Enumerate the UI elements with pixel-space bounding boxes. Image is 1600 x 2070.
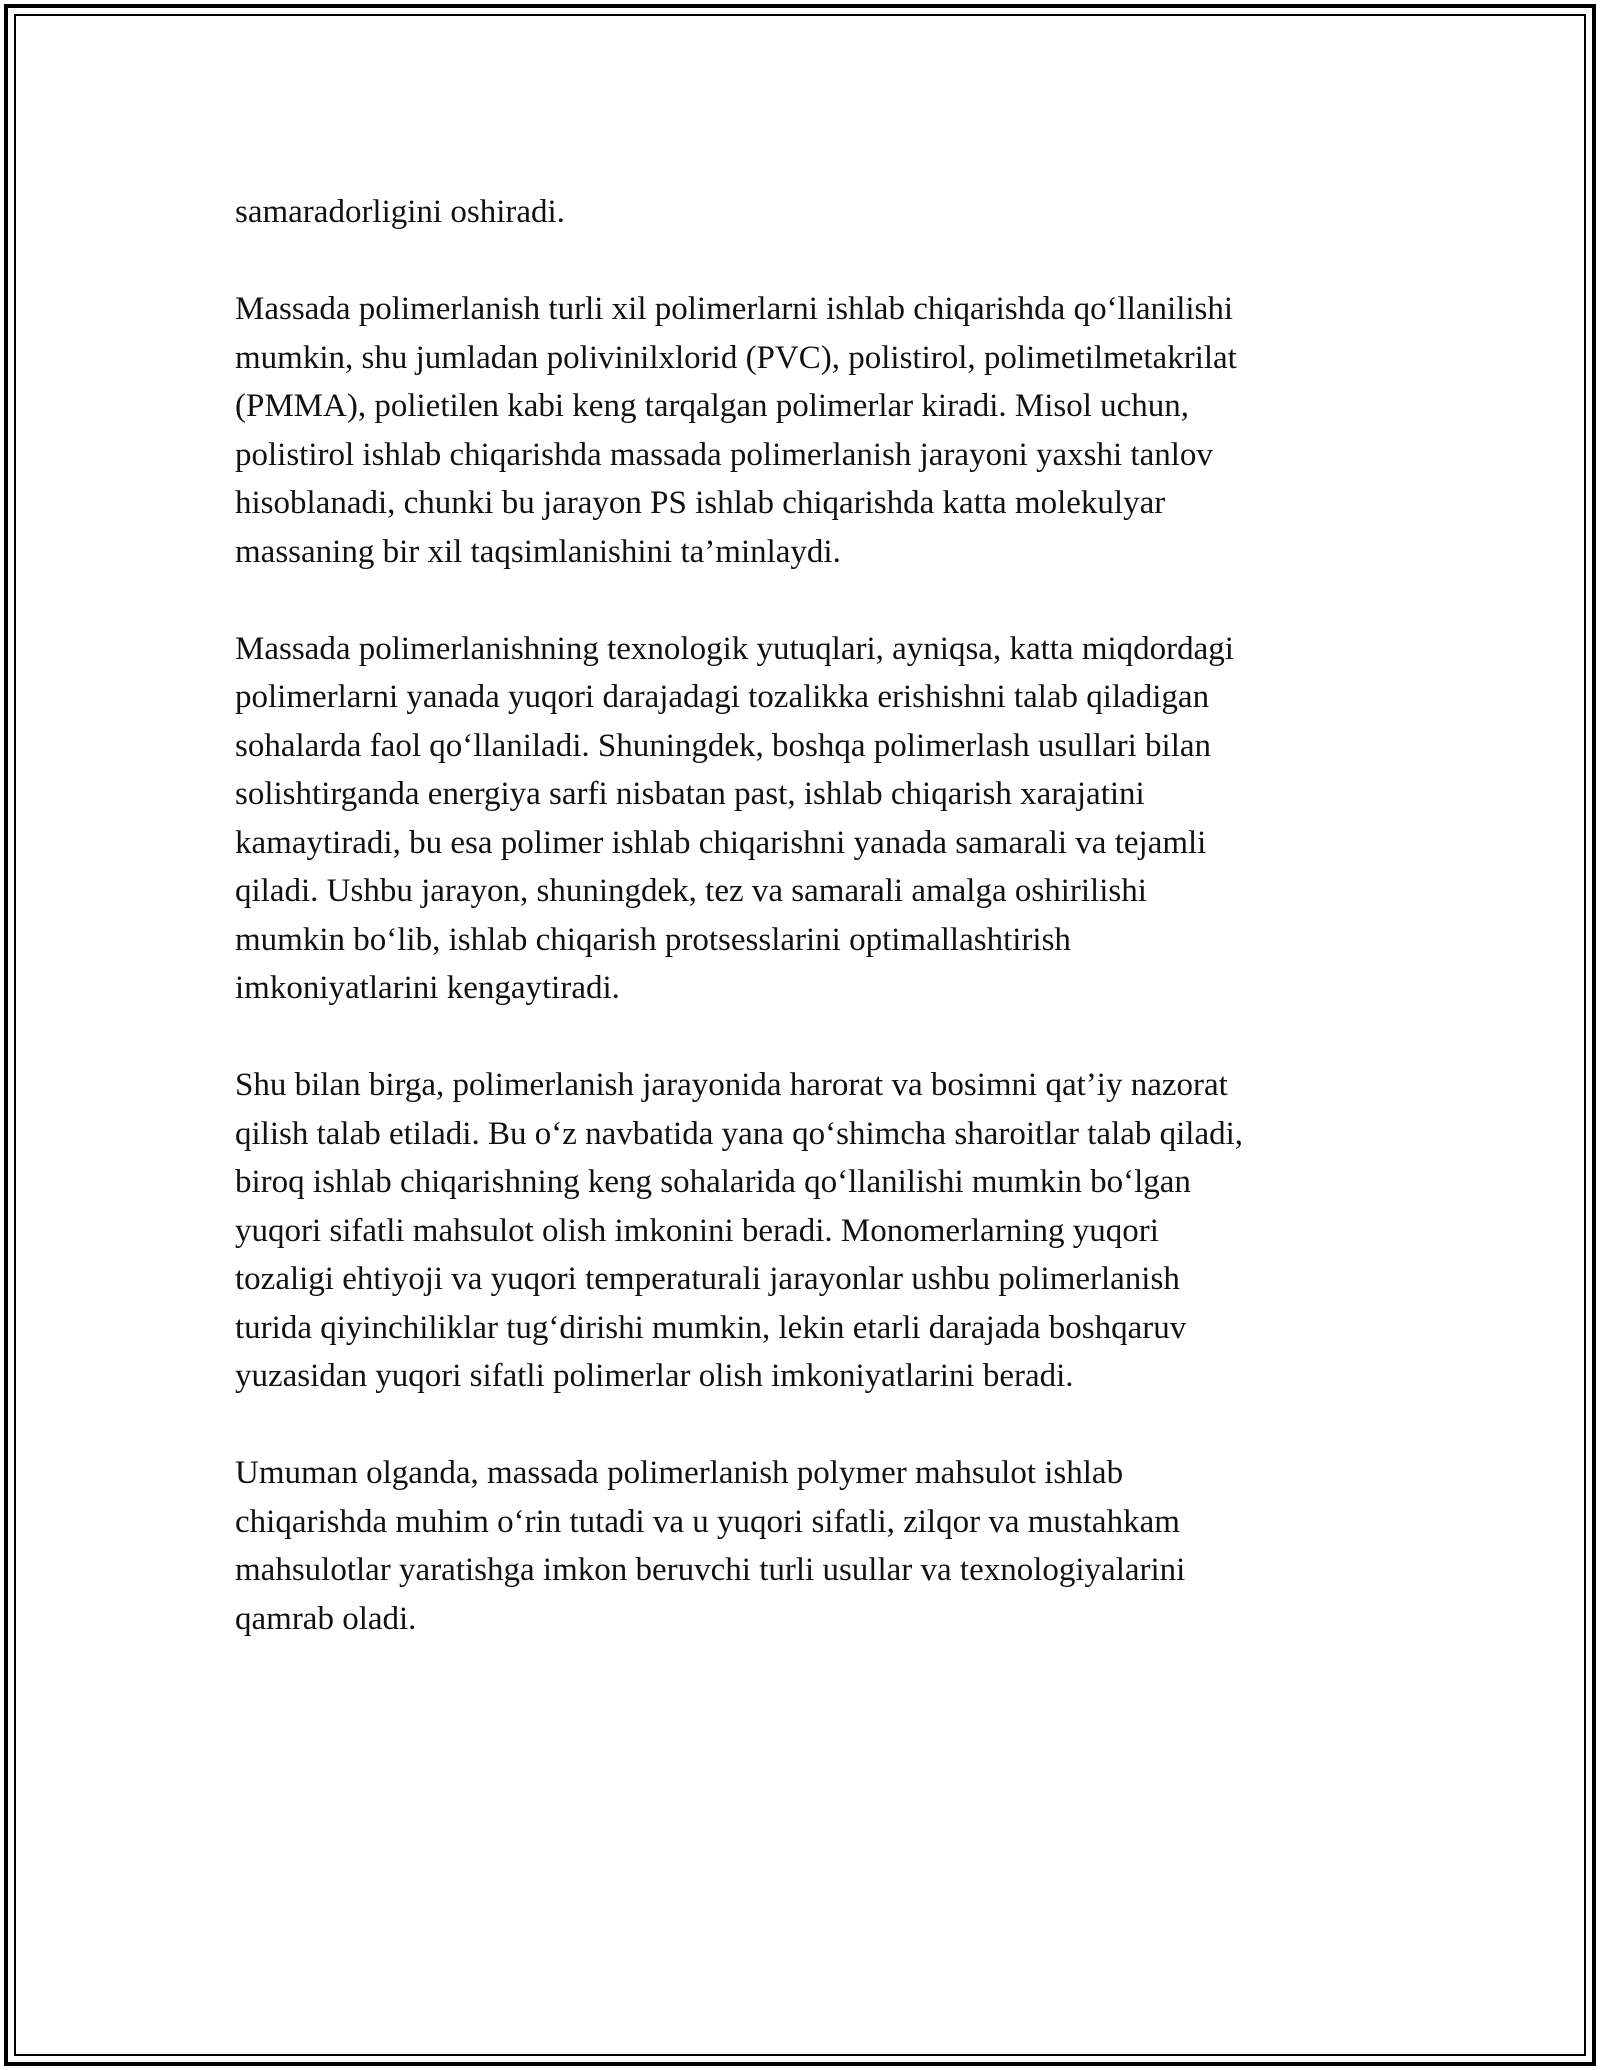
text-line: polistirol ishlab chiqarishda massada polimerlanish jarayoni yaxshi tanlov <box>235 436 1213 473</box>
text-line: kamaytiradi, bu esa polimer ishlab chiqarishni yanada samarali va tejamli <box>235 824 1207 861</box>
text-line: sohalarda faol qo‘llaniladi. Shuningdek, boshqa polimerlash usullari bilan <box>235 727 1212 764</box>
text-line: mumkin, shu jumladan polivinilxlorid (PVC), polistirol, polimetilmetakrilat <box>235 339 1237 376</box>
text-line: Massada polimerlanish turli xil polimerlarni ishlab chiqarishda qo‘llanilishi <box>235 291 1234 327</box>
text-line: samaradorligini oshiradi. <box>235 194 565 230</box>
text-line: massaning bir xil taqsimlanishini ta’minlaydi. <box>235 533 841 570</box>
text-line: Shu bilan birga, polimerlanish jarayonida harorat va bosimni qat’iy nazorat <box>235 1067 1228 1103</box>
text-line: Massada polimerlanishning texnologik yutuqlari, ayniqsa, katta miqdordagi <box>235 630 1234 667</box>
text-line: (PMMA), polietilen kabi keng tarqalgan polimerlar kiradi. Misol uchun, <box>235 388 1190 424</box>
text-line: solishtirganda energiya sarfi nisbatan past, ishlab chiqarish xarajatini <box>235 776 1145 812</box>
text-line: yuqori sifatli mahsulot olish imkonini beradi. Monomerlarning yuqori <box>235 1212 1159 1249</box>
text-line: chiqarishda muhim o‘rin tutadi va u yuqori sifatli, zilqor va mustahkam <box>235 1503 1180 1540</box>
text-line: qiladi. Ushbu jarayon, shuningdek, tez va samarali amalga oshirilishi <box>235 873 1147 909</box>
paragraph-4 <box>235 1061 1370 1401</box>
paragraph-2 <box>235 285 1370 576</box>
text-line: biroq ishlab chiqarishning keng sohalarida qo‘llanilishi mumkin bo‘lgan <box>235 1164 1191 1200</box>
text-line: tozaligi ehtiyoji va yuqori temperaturali jarayonlar ushbu polimerlanish <box>235 1261 1180 1297</box>
paragraph-5 <box>235 1449 1370 1643</box>
text-line: Umuman olganda, massada polimerlanish polymer mahsulot ishlab <box>235 1455 1124 1491</box>
paragraph-3 <box>235 625 1370 1013</box>
text-line: qilish talab etiladi. Bu o‘z navbatida yana qo‘shimcha sharoitlar talab qiladi, <box>235 1115 1244 1152</box>
text-line: imkoniyatlarini kengaytiradi. <box>235 970 620 1006</box>
text-line: qamrab oladi. <box>235 1600 417 1637</box>
paragraph-1 <box>235 188 1370 237</box>
text-line: hisoblanadi, chunki bu jarayon PS ishlab chiqarishda katta molekulyar <box>235 485 1166 521</box>
text-line: yuzasidan yuqori sifatli polimerlar olish imkoniyatlarini beradi. <box>235 1358 1074 1394</box>
document-body <box>235 188 1370 1692</box>
text-line: turida qiyinchiliklar tug‘dirishi mumkin, lekin etarli darajada boshqaruv <box>235 1309 1187 1346</box>
text-line: mahsulotlar yaratishga imkon beruvchi turli usullar va texnologiyalarini <box>235 1552 1186 1588</box>
text-line: polimerlarni yanada yuqori darajadagi tozalikka erishishni talab qiladigan <box>235 679 1210 715</box>
text-line: mumkin bo‘lib, ishlab chiqarish protsesslarini optimallashtirish <box>235 921 1071 958</box>
